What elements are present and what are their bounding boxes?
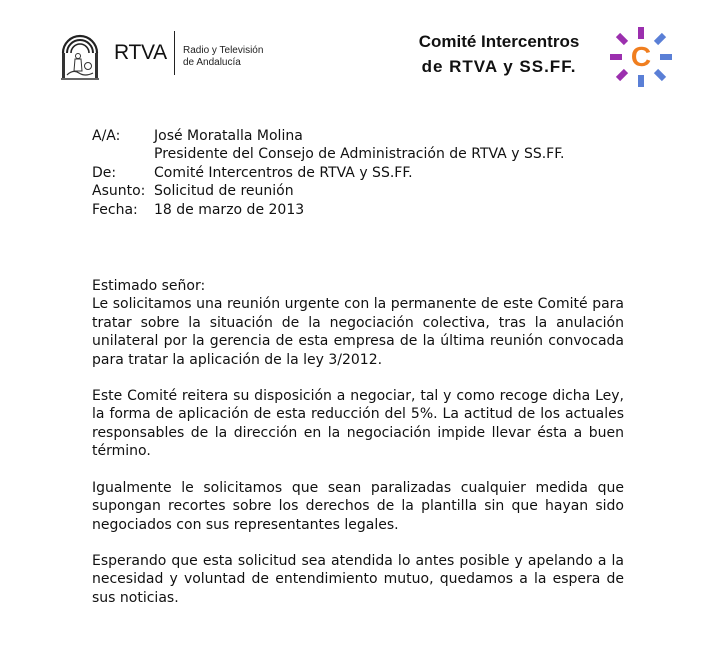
rtva-subtitle <box>183 45 263 69</box>
salutation: Estimado señor: <box>92 278 206 295</box>
body-paragraph: Le solicitamos una reunión urgente con la permanente de este Comité para tratar sobre la situación de la negociación colectiva, tras la anulación unilateral por la gerencia de esta empresa de la última reunión convocada para tratar la aplicación de la ley 3/2012. <box>92 296 624 368</box>
letter-header <box>92 127 624 219</box>
header-row-date <box>92 201 624 219</box>
sender-name: Comité Intercentros de RTVA y SS.FF. <box>154 164 413 181</box>
subject-value: Solicitud de reunión <box>154 183 294 200</box>
committee-title-line1: Comité Intercentros <box>418 32 580 51</box>
recipient-title: Presidente del Consejo de Administración de RTVA y SS.FF. <box>154 146 565 163</box>
header-row-subject <box>92 182 624 200</box>
committee-title <box>395 31 603 81</box>
header-row-recipient-title <box>92 145 624 163</box>
sender-label: De: <box>92 164 117 181</box>
committee-title-line2: de RTVA y SS.FF. <box>421 57 577 76</box>
rtva-subtitle-line1: Radio y Televisión <box>183 45 264 56</box>
letter <box>92 127 624 607</box>
recipient-title-label <box>92 145 154 163</box>
logo-divider <box>174 31 175 75</box>
date-label: Fecha: <box>92 201 138 218</box>
committee-sun-logo-icon <box>608 25 674 89</box>
date-value: 18 de marzo de 2013 <box>154 201 305 218</box>
body-paragraph: Esperando que esta solicitud sea atendida lo antes posible y apelando a la necesidad y voluntad de entendimiento mutuo, quedamos a la espera de sus noticias. <box>92 552 624 606</box>
header-row-sender <box>92 164 624 182</box>
recipient-label: A/A: <box>92 128 121 144</box>
recipient-name: José Moratalla Molina <box>154 128 303 144</box>
rtva-logo <box>57 31 287 83</box>
body-paragraph: Igualmente le solicitamos que sean paralizadas cualquier medida que supongan recortes sobre los derechos de la plantilla sin que hayan sido negociados con sus representantes legales. <box>92 479 624 533</box>
rtva-wordmark: RTVA <box>114 41 167 64</box>
body-paragraph: Este Comité reitera su disposición a negociar, tal y como recoge dicha Ley, la forma de aplicación de esta reducción del 5%. La actitud de los actuales responsables de la dirección en la negociación impide llevar ésta a buen término. <box>92 388 624 460</box>
rtva-subtitle-line2: de Andalucía <box>183 57 241 68</box>
subject-label: Asunto: <box>92 183 146 200</box>
committee-logo-letter: C <box>630 41 652 72</box>
junta-andalucia-emblem-icon <box>57 31 103 81</box>
header-row-recipient <box>92 127 624 145</box>
